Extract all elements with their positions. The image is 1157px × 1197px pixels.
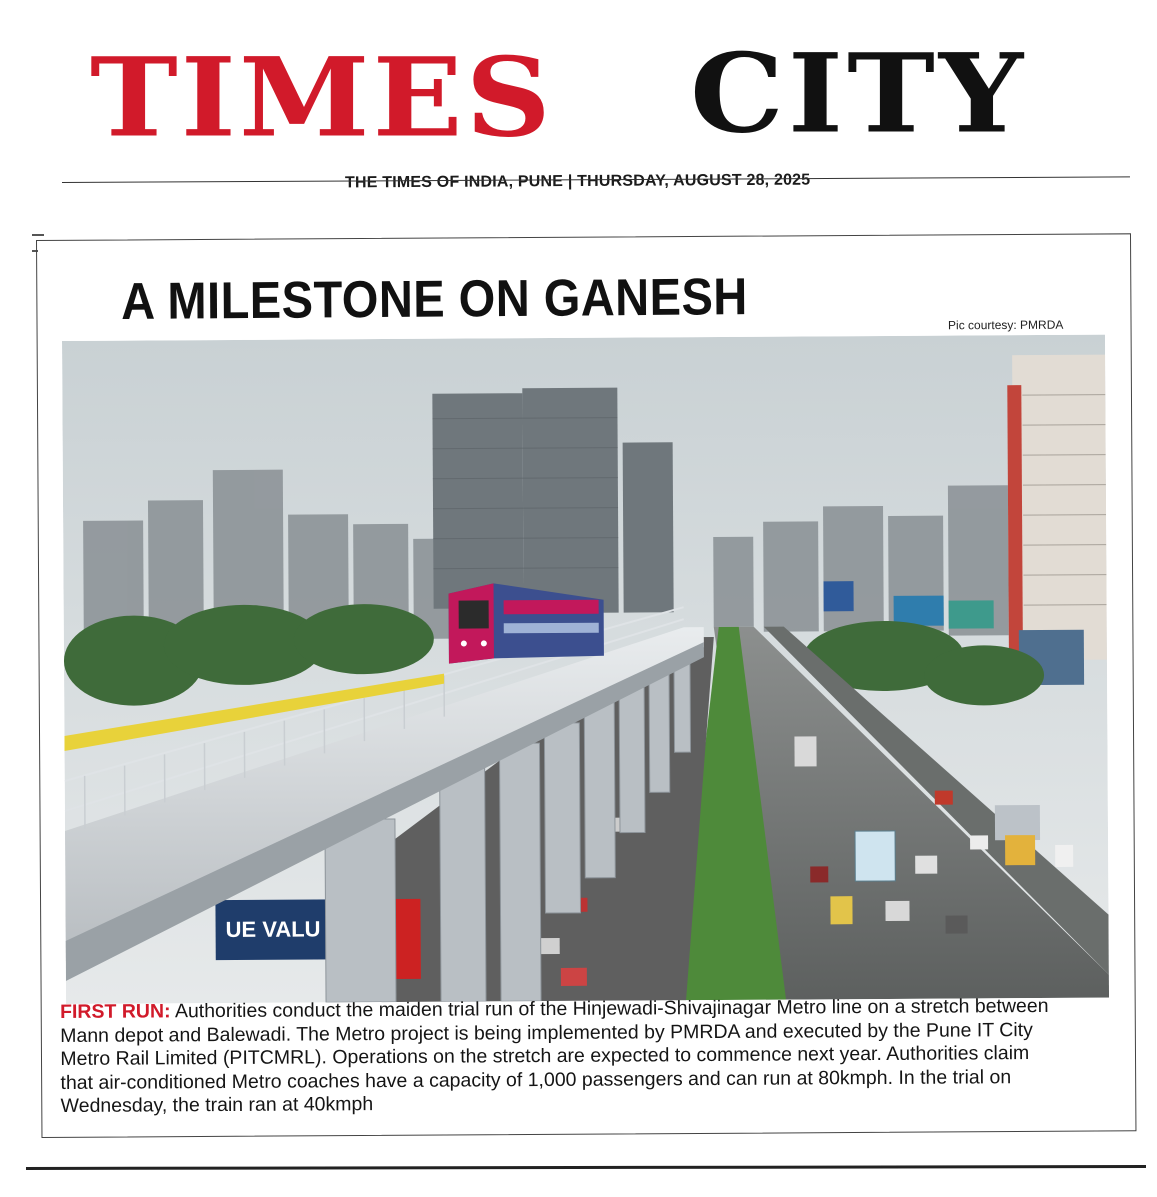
masthead-city: CITY xyxy=(690,29,1028,158)
dateline: THE TIMES OF INDIA, PUNE | THURSDAY, AUGUST 28, 2025 xyxy=(344,171,811,192)
photo-credit: Pic courtesy: PMRDA xyxy=(947,317,1064,333)
bottom-rule xyxy=(26,1165,1146,1170)
masthead-times: TIMES xyxy=(90,33,554,162)
metro-photo xyxy=(62,335,1109,1004)
headline: A MILESTONE ON GANESH xyxy=(121,268,748,331)
billboard-text: UE VALU xyxy=(225,916,321,943)
photo-caption xyxy=(60,995,1061,1119)
caption-text: Authorities conduct the maiden trial run of the Hinjewadi-Shivajinagar Metro line on a stretch between Mann depot and Balewadi. The Metro project is being implemented by PMRDA and executed by the Pune IT City Metro Rail Limited (PITCMRL). Operations on the stretch are expected to commence next year. Authorities claim that air-conditioned Metro coaches have a capacity of 1,000 passengers and can run at 80kmph. In the trial on Wednesday, the train ran at 40kmph xyxy=(60,994,1049,1117)
caption-label: FIRST RUN: xyxy=(60,1000,171,1023)
masthead xyxy=(0,28,1157,192)
